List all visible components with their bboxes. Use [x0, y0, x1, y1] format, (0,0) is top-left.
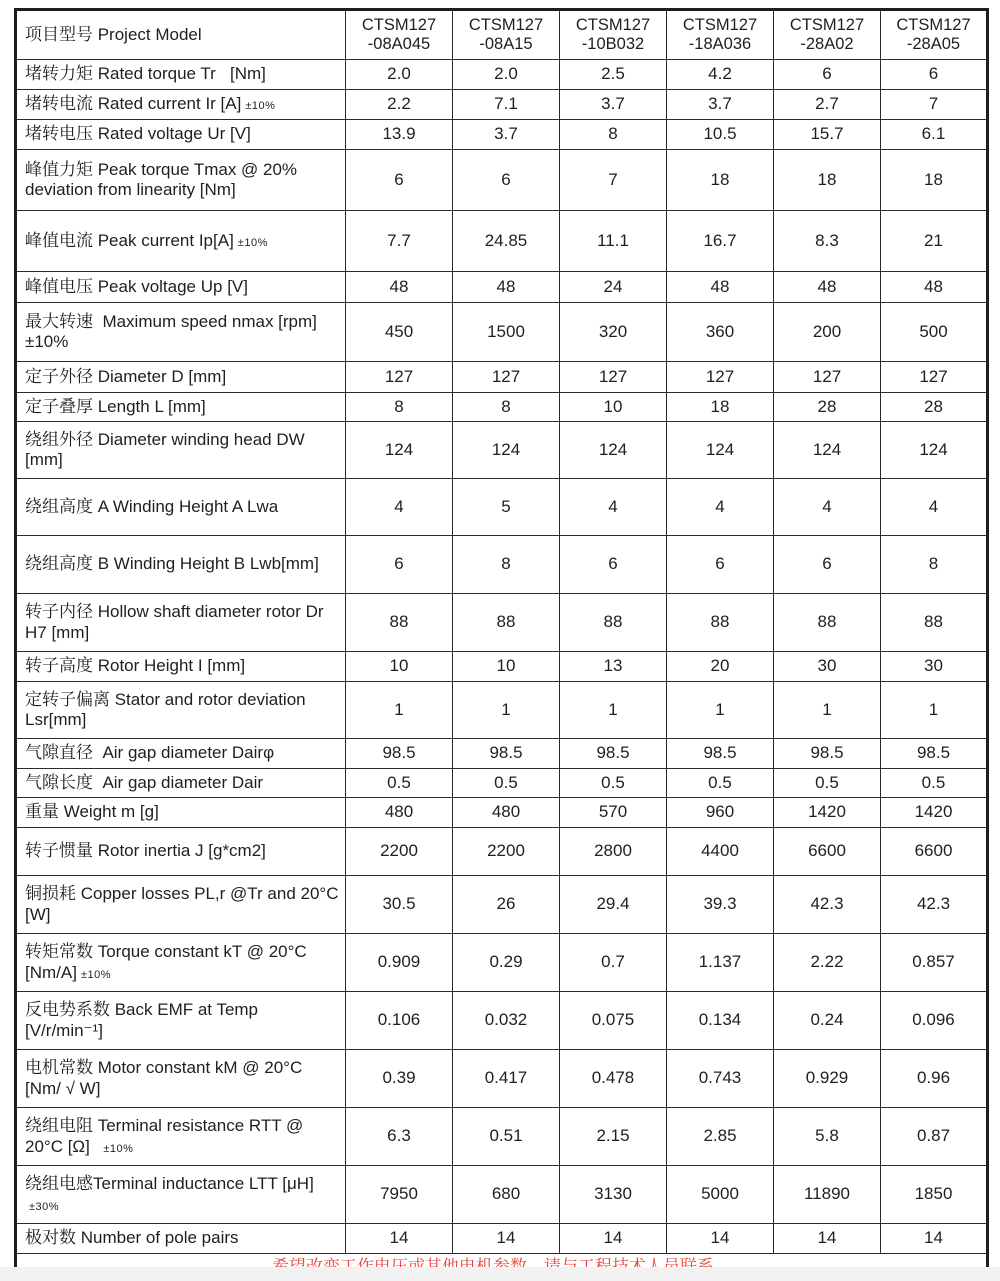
spec-label-text: 最大转速 Maximum speed nmax [rpm] ±10% — [25, 311, 322, 351]
spec-value-r26-c2: 14 — [453, 1224, 560, 1254]
spec-value-r14-c5: 30 — [774, 652, 881, 682]
model-name-line1: CTSM127 — [468, 15, 544, 34]
spec-label-text: 峰值电压 Peak voltage Up [V] — [25, 276, 248, 296]
spec-value-r9-c6: 28 — [881, 393, 988, 422]
table-body — [16, 60, 988, 1254]
spec-value-r21-c4: 1.137 — [667, 934, 774, 992]
spec-value-r13-c6: 88 — [881, 594, 988, 652]
spec-label-text: 铜损耗 Copper losses PL,r @Tr and 20°C [W] — [25, 884, 344, 924]
spec-value-r15-c2: 1 — [453, 682, 560, 739]
model-header-3 — [560, 10, 667, 60]
spec-row-16 — [16, 739, 988, 769]
spec-row-18 — [16, 798, 988, 828]
spec-value-r2-c1: 2.2 — [346, 90, 453, 120]
spec-value-r5-c3: 11.1 — [560, 211, 667, 272]
spec-value-r3-c3: 8 — [560, 120, 667, 150]
spec-value-r13-c1: 88 — [346, 594, 453, 652]
spec-value-r13-c2: 88 — [453, 594, 560, 652]
model-name-line2: -18A036 — [688, 35, 752, 53]
spec-label-text: 绕组高度 B Winding Height B Lwb[mm] — [25, 554, 319, 574]
spec-label — [16, 536, 346, 594]
spec-label — [16, 739, 346, 769]
spec-value-r7-c2: 1500 — [453, 303, 560, 362]
spec-label-text: 反电势系数 Back EMF at Temp [V/r/min⁻¹] — [25, 1000, 263, 1040]
spec-value-r2-c3: 3.7 — [560, 90, 667, 120]
spec-tolerance-note: ±10% — [237, 236, 268, 249]
spec-value-r8-c5: 127 — [774, 362, 881, 393]
spec-value-r15-c1: 1 — [346, 682, 453, 739]
spec-value-r24-c2: 0.51 — [453, 1108, 560, 1166]
spec-value-r4-c6: 18 — [881, 150, 988, 211]
spec-value-r16-c2: 98.5 — [453, 739, 560, 769]
spec-label-text: 峰值力矩 Peak torque Tmax @ 20% deviation from linearity [Nm] — [25, 159, 302, 199]
spec-value-r25-c4: 5000 — [667, 1166, 774, 1224]
spec-value-r19-c6: 6600 — [881, 828, 988, 876]
spec-value-r21-c2: 0.29 — [453, 934, 560, 992]
spec-value-r9-c5: 28 — [774, 393, 881, 422]
spec-row-13 — [16, 594, 988, 652]
project-model-header: 项目型号 Project Model — [16, 10, 346, 60]
spec-value-r4-c3: 7 — [560, 150, 667, 211]
spec-value-r12-c6: 8 — [881, 536, 988, 594]
spec-row-3 — [16, 120, 988, 150]
spec-row-14 — [16, 652, 988, 682]
spec-label-text: 重量 Weight m [g] — [25, 802, 159, 822]
spec-tolerance-note: ±30% — [29, 1200, 60, 1213]
spec-row-1 — [16, 60, 988, 90]
spec-value-r14-c6: 30 — [881, 652, 988, 682]
model-header-4 — [667, 10, 774, 60]
spec-value-r11-c5: 4 — [774, 479, 881, 536]
spec-value-r23-c4: 0.743 — [667, 1050, 774, 1108]
spec-value-r19-c5: 6600 — [774, 828, 881, 876]
spec-value-r13-c4: 88 — [667, 594, 774, 652]
model-name-line1: CTSM127 — [575, 15, 651, 34]
spec-row-6 — [16, 272, 988, 303]
spec-value-r24-c6: 0.87 — [881, 1108, 988, 1166]
spec-label-text: 极对数 Number of pole pairs — [25, 1228, 239, 1248]
spec-label — [16, 1108, 346, 1166]
spec-value-r14-c1: 10 — [346, 652, 453, 682]
spec-value-r2-c2: 7.1 — [453, 90, 560, 120]
spec-row-8 — [16, 362, 988, 393]
spec-value-r16-c1: 98.5 — [346, 739, 453, 769]
spec-value-r23-c6: 0.96 — [881, 1050, 988, 1108]
spec-value-r19-c1: 2200 — [346, 828, 453, 876]
model-header-2 — [453, 10, 560, 60]
spec-label — [16, 798, 346, 828]
model-header-6 — [881, 10, 988, 60]
spec-value-r25-c3: 3130 — [560, 1166, 667, 1224]
spec-value-r21-c5: 2.22 — [774, 934, 881, 992]
spec-value-r17-c5: 0.5 — [774, 769, 881, 798]
spec-value-r7-c6: 500 — [881, 303, 988, 362]
spec-row-5 — [16, 211, 988, 272]
spec-value-r4-c4: 18 — [667, 150, 774, 211]
spec-row-22 — [16, 992, 988, 1050]
spec-value-r20-c6: 42.3 — [881, 876, 988, 934]
page-edge — [0, 1267, 1000, 1281]
spec-label — [16, 393, 346, 422]
spec-value-r10-c4: 124 — [667, 422, 774, 479]
spec-value-r8-c6: 127 — [881, 362, 988, 393]
header-row — [16, 10, 988, 60]
spec-value-r10-c1: 124 — [346, 422, 453, 479]
spec-value-r24-c4: 2.85 — [667, 1108, 774, 1166]
spec-value-r1-c1: 2.0 — [346, 60, 453, 90]
spec-row-20 — [16, 876, 988, 934]
spec-value-r11-c6: 4 — [881, 479, 988, 536]
spec-label — [16, 992, 346, 1050]
spec-value-r1-c5: 6 — [774, 60, 881, 90]
spec-label — [16, 769, 346, 798]
spec-value-r15-c5: 1 — [774, 682, 881, 739]
spec-value-r2-c4: 3.7 — [667, 90, 774, 120]
spec-value-r6-c4: 48 — [667, 272, 774, 303]
spec-value-r5-c1: 7.7 — [346, 211, 453, 272]
spec-value-r2-c6: 7 — [881, 90, 988, 120]
spec-label-text: 绕组电感Terminal inductance LTT [μH] — [25, 1174, 314, 1194]
spec-row-9 — [16, 393, 988, 422]
spec-value-r7-c1: 450 — [346, 303, 453, 362]
spec-row-10 — [16, 422, 988, 479]
spec-label — [16, 479, 346, 536]
spec-value-r26-c4: 14 — [667, 1224, 774, 1254]
spec-label — [16, 1166, 346, 1224]
table-header — [16, 10, 988, 60]
spec-value-r10-c5: 124 — [774, 422, 881, 479]
spec-value-r17-c3: 0.5 — [560, 769, 667, 798]
spec-value-r17-c2: 0.5 — [453, 769, 560, 798]
spec-row-7 — [16, 303, 988, 362]
spec-value-r25-c2: 680 — [453, 1166, 560, 1224]
spec-value-r16-c3: 98.5 — [560, 739, 667, 769]
spec-value-r23-c1: 0.39 — [346, 1050, 453, 1108]
spec-value-r22-c2: 0.032 — [453, 992, 560, 1050]
spec-value-r19-c2: 2200 — [453, 828, 560, 876]
spec-value-r18-c3: 570 — [560, 798, 667, 828]
spec-value-r26-c6: 14 — [881, 1224, 988, 1254]
spec-value-r16-c6: 98.5 — [881, 739, 988, 769]
spec-value-r24-c1: 6.3 — [346, 1108, 453, 1166]
spec-value-r20-c5: 42.3 — [774, 876, 881, 934]
spec-value-r18-c4: 960 — [667, 798, 774, 828]
spec-row-11 — [16, 479, 988, 536]
model-name-line2: -28A05 — [906, 35, 961, 53]
spec-value-r12-c5: 6 — [774, 536, 881, 594]
spec-label-text: 峰值电流 Peak current Ip[A] — [25, 230, 234, 250]
model-name-line1: CTSM127 — [789, 15, 865, 34]
spec-value-r21-c3: 0.7 — [560, 934, 667, 992]
spec-value-r1-c4: 4.2 — [667, 60, 774, 90]
spec-row-25 — [16, 1166, 988, 1224]
spec-value-r8-c3: 127 — [560, 362, 667, 393]
spec-label — [16, 1050, 346, 1108]
spec-value-r4-c1: 6 — [346, 150, 453, 211]
spec-value-r26-c5: 14 — [774, 1224, 881, 1254]
model-name-line2: -08A15 — [479, 35, 533, 53]
spec-value-r5-c4: 16.7 — [667, 211, 774, 272]
spec-value-r14-c2: 10 — [453, 652, 560, 682]
spec-value-r3-c2: 3.7 — [453, 120, 560, 150]
spec-value-r4-c5: 18 — [774, 150, 881, 211]
spec-label — [16, 150, 346, 211]
spec-value-r1-c2: 2.0 — [453, 60, 560, 90]
spec-row-24 — [16, 1108, 988, 1166]
spec-value-r25-c6: 1850 — [881, 1166, 988, 1224]
spec-value-r3-c1: 13.9 — [346, 120, 453, 150]
spec-label-text: 定转子偏离 Stator and rotor deviation Lsr[mm] — [25, 689, 311, 729]
spec-value-r1-c6: 6 — [881, 60, 988, 90]
spec-value-r9-c1: 8 — [346, 393, 453, 422]
spec-value-r19-c4: 4400 — [667, 828, 774, 876]
spec-value-r8-c4: 127 — [667, 362, 774, 393]
spec-value-r11-c1: 4 — [346, 479, 453, 536]
spec-label-text: 堵转电流 Rated current Ir [A] — [25, 94, 242, 114]
model-header-1 — [346, 10, 453, 60]
spec-value-r5-c6: 21 — [881, 211, 988, 272]
spec-value-r12-c2: 8 — [453, 536, 560, 594]
spec-value-r11-c3: 4 — [560, 479, 667, 536]
spec-row-4 — [16, 150, 988, 211]
spec-value-r22-c6: 0.096 — [881, 992, 988, 1050]
spec-value-r5-c5: 8.3 — [774, 211, 881, 272]
spec-label — [16, 60, 346, 90]
spec-label-text: 转子高度 Rotor Height I [mm] — [25, 656, 246, 676]
spec-value-r22-c5: 0.24 — [774, 992, 881, 1050]
spec-value-r26-c3: 14 — [560, 1224, 667, 1254]
model-name-line2: -08A045 — [367, 35, 431, 53]
spec-value-r3-c4: 10.5 — [667, 120, 774, 150]
model-name-line2: -10B032 — [581, 35, 645, 53]
model-name-line2: -28A02 — [800, 35, 854, 53]
spec-value-r20-c1: 30.5 — [346, 876, 453, 934]
spec-value-r6-c3: 24 — [560, 272, 667, 303]
spec-label — [16, 90, 346, 120]
spec-value-r5-c2: 24.85 — [453, 211, 560, 272]
spec-value-r25-c1: 7950 — [346, 1166, 453, 1224]
spec-row-15 — [16, 682, 988, 739]
spec-tolerance-note: ±10% — [103, 1142, 134, 1155]
spec-row-17 — [16, 769, 988, 798]
spec-row-12 — [16, 536, 988, 594]
spec-value-r10-c2: 124 — [453, 422, 560, 479]
motor-spec-table — [14, 8, 989, 1281]
spec-label — [16, 272, 346, 303]
spec-value-r14-c3: 13 — [560, 652, 667, 682]
spec-value-r24-c5: 5.8 — [774, 1108, 881, 1166]
spec-label — [16, 1224, 346, 1254]
spec-value-r11-c4: 4 — [667, 479, 774, 536]
spec-value-r10-c3: 124 — [560, 422, 667, 479]
spec-value-r20-c3: 29.4 — [560, 876, 667, 934]
spec-label — [16, 876, 346, 934]
spec-label-text: 电机常数 Motor constant kM @ 20°C [Nm/ √ W] — [25, 1058, 307, 1098]
spec-value-r7-c5: 200 — [774, 303, 881, 362]
spec-value-r17-c1: 0.5 — [346, 769, 453, 798]
spec-row-19 — [16, 828, 988, 876]
spec-row-23 — [16, 1050, 988, 1108]
spec-value-r21-c6: 0.857 — [881, 934, 988, 992]
spec-row-21 — [16, 934, 988, 992]
spec-value-r6-c1: 48 — [346, 272, 453, 303]
spec-label-text: 定子叠厚 Length L [mm] — [25, 396, 206, 416]
spec-value-r22-c1: 0.106 — [346, 992, 453, 1050]
spec-value-r6-c2: 48 — [453, 272, 560, 303]
spec-value-r16-c4: 98.5 — [667, 739, 774, 769]
spec-value-r4-c2: 6 — [453, 150, 560, 211]
spec-label-text: 气隙长度 Air gap diameter Dair — [25, 772, 264, 792]
spec-value-r22-c4: 0.134 — [667, 992, 774, 1050]
spec-label — [16, 652, 346, 682]
spec-value-r3-c5: 15.7 — [774, 120, 881, 150]
spec-value-r15-c4: 1 — [667, 682, 774, 739]
spec-value-r18-c5: 1420 — [774, 798, 881, 828]
model-name-line1: CTSM127 — [361, 15, 437, 34]
spec-tolerance-note: ±10% — [80, 968, 112, 981]
spec-value-r10-c6: 124 — [881, 422, 988, 479]
spec-value-r22-c3: 0.075 — [560, 992, 667, 1050]
spec-value-r13-c5: 88 — [774, 594, 881, 652]
spec-value-r9-c3: 10 — [560, 393, 667, 422]
spec-label-text: 转矩常数 Torque constant kT @ 20°C [Nm/A] — [25, 942, 312, 982]
spec-tolerance-note: ±10% — [245, 100, 276, 113]
spec-value-r13-c3: 88 — [560, 594, 667, 652]
spec-value-r18-c1: 480 — [346, 798, 453, 828]
spec-value-r15-c3: 1 — [560, 682, 667, 739]
spec-label — [16, 211, 346, 272]
spec-label-text: 堵转力矩 Rated torque Tr [Nm] — [25, 64, 266, 84]
spec-row-2 — [16, 90, 988, 120]
spec-value-r8-c1: 127 — [346, 362, 453, 393]
spec-value-r20-c2: 26 — [453, 876, 560, 934]
spec-value-r24-c3: 2.15 — [560, 1108, 667, 1166]
spec-label — [16, 422, 346, 479]
spec-value-r21-c1: 0.909 — [346, 934, 453, 992]
spec-value-r11-c2: 5 — [453, 479, 560, 536]
spec-label — [16, 934, 346, 992]
spec-value-r20-c4: 39.3 — [667, 876, 774, 934]
spec-value-r14-c4: 20 — [667, 652, 774, 682]
spec-row-26 — [16, 1224, 988, 1254]
spec-label-text: 绕组外径 Diameter winding head DW [mm] — [25, 429, 310, 469]
spec-value-r2-c5: 2.7 — [774, 90, 881, 120]
spec-label-text: 堵转电压 Rated voltage Ur [V] — [25, 124, 251, 144]
spec-label — [16, 594, 346, 652]
spec-value-r19-c3: 2800 — [560, 828, 667, 876]
spec-label — [16, 828, 346, 876]
spec-value-r17-c6: 0.5 — [881, 769, 988, 798]
spec-label-text: 气隙直径 Air gap diameter Dairφ — [25, 743, 275, 763]
spec-value-r18-c2: 480 — [453, 798, 560, 828]
spec-value-r7-c3: 320 — [560, 303, 667, 362]
spec-label — [16, 362, 346, 393]
spec-label-text: 定子外径 Diameter D [mm] — [25, 366, 227, 386]
model-header-5 — [774, 10, 881, 60]
spec-value-r9-c2: 8 — [453, 393, 560, 422]
spec-label-text: 转子内径 Hollow shaft diameter rotor Dr H7 [mm] — [25, 602, 329, 642]
spec-value-r26-c1: 14 — [346, 1224, 453, 1254]
spec-label — [16, 303, 346, 362]
spec-value-r12-c3: 6 — [560, 536, 667, 594]
spec-value-r17-c4: 0.5 — [667, 769, 774, 798]
spec-value-r23-c2: 0.417 — [453, 1050, 560, 1108]
spec-value-r8-c2: 127 — [453, 362, 560, 393]
spec-value-r1-c3: 2.5 — [560, 60, 667, 90]
spec-label-text: 绕组电阻 Terminal resistance RTT @ 20°C [Ω] — [25, 1116, 309, 1156]
spec-value-r25-c5: 11890 — [774, 1166, 881, 1224]
spec-value-r6-c6: 48 — [881, 272, 988, 303]
spec-value-r9-c4: 18 — [667, 393, 774, 422]
spec-label-text: 绕组高度 A Winding Height A Lwa — [25, 496, 279, 516]
spec-label — [16, 120, 346, 150]
spec-value-r6-c5: 48 — [774, 272, 881, 303]
spec-label — [16, 682, 346, 739]
spec-value-r16-c5: 98.5 — [774, 739, 881, 769]
spec-value-r15-c6: 1 — [881, 682, 988, 739]
spec-label-text: 转子惯量 Rotor inertia J [g*cm2] — [25, 841, 266, 861]
spec-value-r23-c5: 0.929 — [774, 1050, 881, 1108]
spec-value-r23-c3: 0.478 — [560, 1050, 667, 1108]
spec-value-r12-c4: 6 — [667, 536, 774, 594]
spec-value-r18-c6: 1420 — [881, 798, 988, 828]
model-name-line1: CTSM127 — [896, 15, 971, 34]
spec-value-r3-c6: 6.1 — [881, 120, 988, 150]
spec-value-r7-c4: 360 — [667, 303, 774, 362]
model-name-line1: CTSM127 — [682, 15, 758, 34]
spec-value-r12-c1: 6 — [346, 536, 453, 594]
